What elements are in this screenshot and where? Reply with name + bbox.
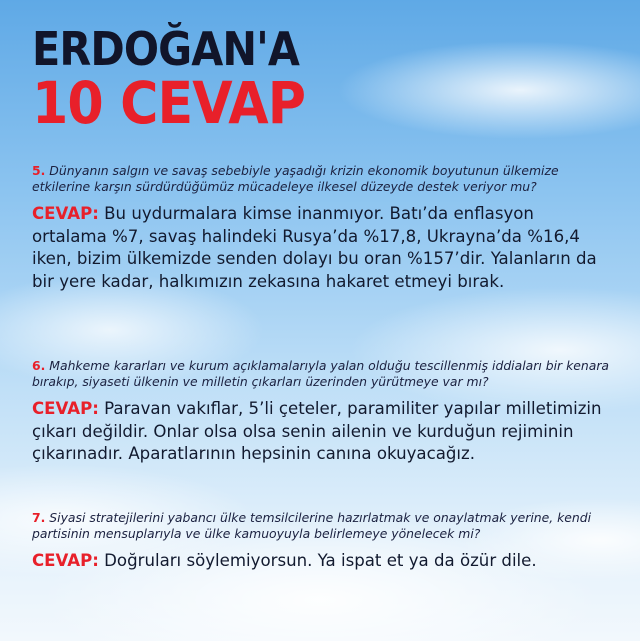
answer-text: Paravan vakıflar, 5’li çeteler, paramiliter yapılar milletimizin çıkarı değildir. Onlar olsa olsa senin ailenin ve kurduğun rejiminin çıkarınadır. Aparatlarının hepsinin canına okuyacağız.	[32, 399, 602, 463]
question-number: 6.	[32, 358, 46, 373]
answer	[32, 203, 612, 293]
answer-label: CEVAP:	[32, 551, 99, 570]
headline-line-1: ERDOĞAN'A	[32, 22, 300, 76]
qa-item-7	[32, 510, 612, 573]
answer	[32, 550, 612, 573]
question	[32, 163, 612, 195]
question-number: 7.	[32, 510, 46, 525]
question-text: Mahkeme kararları ve kurum açıklamalarıyla yalan olduğu tescillenmiş iddiaları bir kenara bırakıp, siyaseti ülkenin ve milletin çıkarları üzerinden yürütmeye var mı?	[32, 358, 610, 389]
answer-text: Doğruları söylemiyorsun. Ya ispat et ya da özür dile.	[104, 551, 537, 570]
qa-item-5	[32, 163, 612, 293]
headline	[32, 22, 335, 137]
question-number: 5.	[32, 163, 46, 178]
headline-line-2: 10 CEVAP	[32, 69, 306, 137]
question-text: Dünyanın salgın ve savaş sebebiyle yaşadığı krizin ekonomik boyutunun ülkemize etkilerine karşın sürdürdüğümüz mücadeleye ilkesel düzeyde destek veriyor mu?	[32, 163, 559, 194]
question	[32, 358, 612, 390]
qa-item-6	[32, 358, 612, 466]
question	[32, 510, 612, 542]
question-text: Siyasi stratejilerini yabancı ülke temsilcilerine hazırlatmak ve onaylatmak yerine, kendi partisinin mensuplarıyla ve ülke kamuoyuyla belirlemeye yönelecek mi?	[32, 510, 592, 541]
answer-label: CEVAP:	[32, 204, 99, 223]
answer-label: CEVAP:	[32, 399, 99, 418]
answer-text: Bu uydurmalara kimse inanmıyor. Batı’da enflasyon ortalama %7, savaş halindeki Rusya’da %17,8, Ukrayna’da %16,4 iken, bizim ülkemizde senden dolayı bu oran %157’dir. Yalanların da bir yere kadar, halkımızın zekasına hakaret etmeyi bırak.	[32, 204, 597, 291]
answer	[32, 398, 612, 466]
